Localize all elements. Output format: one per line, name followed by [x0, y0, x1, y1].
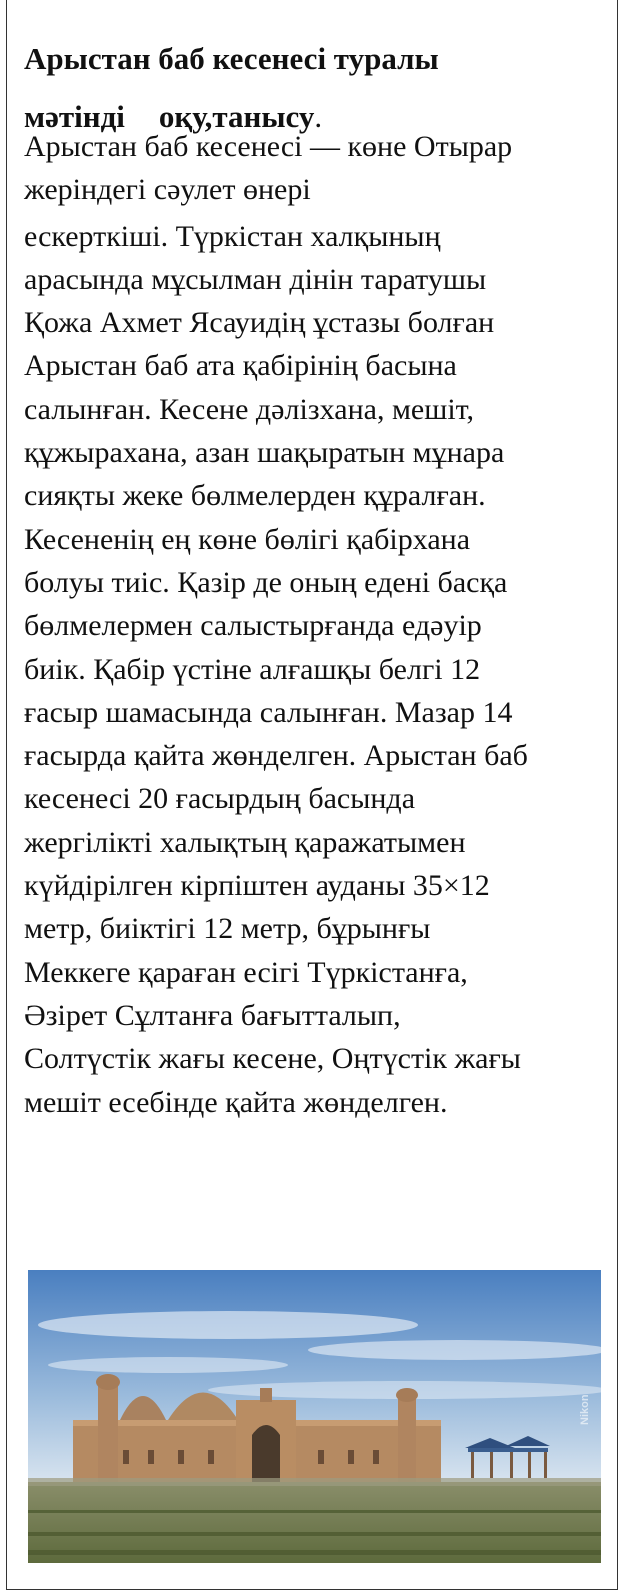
text-line: салынған. Кесене дәлізхана, мешіт, — [24, 392, 475, 426]
text-line: ғасыр шамасында салынған. Мазар 14 — [24, 695, 513, 729]
text-line: ғасырда қайта жөнделген. Арыстан баб — [24, 739, 528, 773]
text-line: болуы тиіс. Қазір де оның едені басқа — [24, 565, 508, 599]
heading-word-text: мәтінді — [24, 99, 125, 134]
heading-period: . — [314, 99, 323, 134]
article-body — [24, 125, 616, 1124]
text-line: күйдірілген кірпіштен ауданы 35×12 — [24, 869, 490, 903]
document-page — [6, 0, 618, 1590]
text-line: мешіт есебінде қайта жөнделген. — [24, 1085, 448, 1119]
text-line: бөлмелермен салыстырғанда едәуір — [24, 609, 482, 643]
text-line: Қожа Ахмет Ясауидің ұстазы болған — [24, 306, 495, 340]
text-line: метр, биіктігі 12 метр, бұрынғы — [24, 912, 431, 946]
text-line: биік. Қабір үстіне алғашқы белгі 12 — [24, 652, 481, 686]
text-line: ескерткіші. Түркістан халқының — [24, 219, 441, 253]
text-line: Әзірет Сұлтанға бағытталып, — [24, 998, 401, 1032]
text-line: Арыстан баб кесенесі — көне Отырар — [24, 130, 513, 163]
text-line: жергілікті халықтың қаражатымен — [24, 825, 466, 859]
text-line: Солтүстік жағы кесене, Оңтүстік жағы — [24, 1042, 521, 1076]
mausoleum-photo — [28, 1270, 601, 1563]
photo-watermark — [579, 1394, 591, 1425]
text-line: жеріндегі сәулет өнері — [24, 173, 311, 207]
text-line: сияқты жеке бөлмелерден құралған. — [24, 479, 486, 513]
text-line: арасында мұсылман дінін таратушы — [24, 262, 487, 296]
text-line: Арыстан баб ата қабірінің басына — [24, 349, 457, 383]
text-line: Меккеге қараған есігі Түркістанға, — [24, 955, 468, 989]
heading-word-reading: оқу,танысу — [158, 99, 315, 134]
text-line: Кесененің ең көне бөлігі қабірхана — [24, 522, 471, 556]
text-line: құжырахана, азан шақыратын мұнара — [24, 436, 505, 470]
heading-line-1: Арыстан баб кесенесі туралы — [24, 41, 439, 76]
text-line: кесенесі 20 ғасырдың басында — [24, 782, 416, 816]
svg-text:Nikon: Nikon — [579, 1394, 591, 1425]
